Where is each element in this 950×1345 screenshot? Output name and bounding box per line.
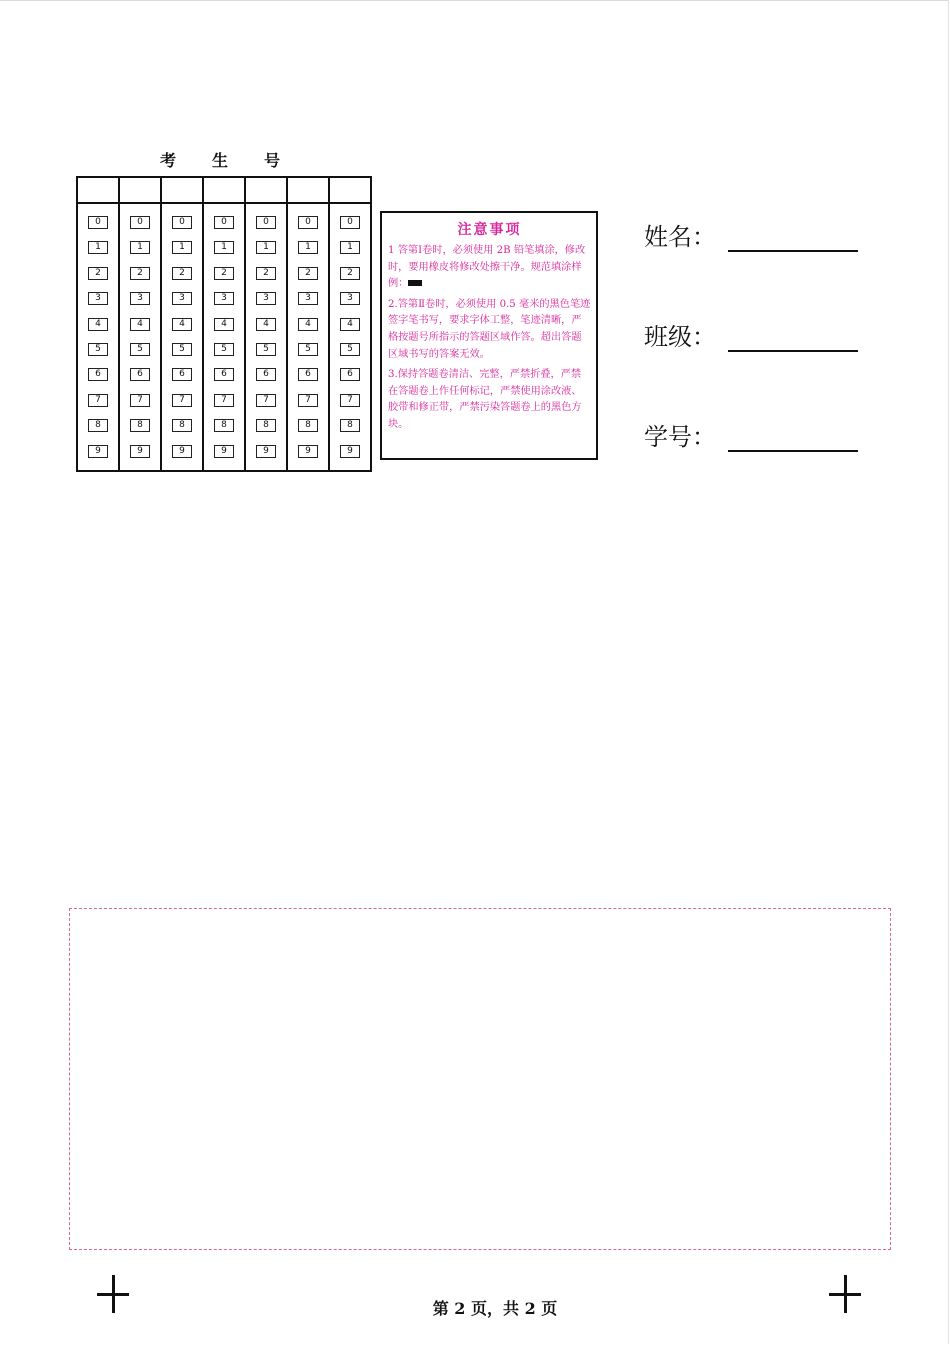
digit-bubble[interactable]: 8 [172, 419, 192, 432]
name-label: 姓名： [644, 223, 716, 251]
digit-bubble[interactable]: 9 [88, 445, 108, 458]
digit-bubble[interactable]: 2 [340, 267, 360, 280]
exam-number-write-cell[interactable] [330, 178, 370, 204]
digit-bubble[interactable]: 5 [172, 343, 192, 356]
digit-bubble[interactable]: 2 [214, 267, 234, 280]
digit-bubble[interactable]: 4 [256, 318, 276, 331]
digit-bubble[interactable]: 6 [214, 368, 234, 381]
name-underline[interactable] [728, 250, 858, 252]
digit-bubble[interactable]: 0 [88, 216, 108, 229]
name-field[interactable] [644, 212, 864, 252]
digit-bubble[interactable]: 3 [256, 292, 276, 305]
exam-number-column [246, 178, 288, 470]
fill-sample-mark [408, 280, 422, 286]
digit-bubble[interactable]: 2 [256, 267, 276, 280]
class-underline[interactable] [728, 350, 858, 352]
exam-number-grid [76, 176, 372, 472]
digit-bubble-list [246, 204, 286, 470]
notice-item-3: 3.保持答题卷清洁、完整，严禁折叠，严禁在答题卷上作任何标记，严禁使用涂改液、胶带和修正带，严禁污染答题卷上的黑色方块。 [388, 369, 582, 430]
digit-bubble[interactable]: 7 [172, 394, 192, 407]
digit-bubble[interactable]: 4 [88, 318, 108, 331]
digit-bubble[interactable]: 3 [298, 292, 318, 305]
digit-bubble[interactable]: 3 [214, 292, 234, 305]
digit-bubble[interactable]: 8 [130, 419, 150, 432]
digit-bubble[interactable]: 8 [298, 419, 318, 432]
page-number: 第 2 页，共 2 页 [432, 1299, 558, 1318]
answer-area[interactable] [69, 908, 891, 1250]
digit-bubble-list [162, 204, 202, 470]
notice-item-1 [388, 243, 591, 293]
digit-bubble[interactable]: 3 [340, 292, 360, 305]
exam-number-column [330, 178, 372, 470]
digit-bubble[interactable]: 9 [172, 445, 192, 458]
exam-title-char: 考 [160, 151, 177, 170]
digit-bubble[interactable]: 4 [298, 318, 318, 331]
digit-bubble[interactable]: 7 [130, 394, 150, 407]
digit-bubble-list [288, 204, 328, 470]
student-id-underline[interactable] [728, 450, 858, 452]
digit-bubble[interactable]: 9 [298, 445, 318, 458]
digit-bubble[interactable]: 8 [340, 419, 360, 432]
digit-bubble[interactable]: 5 [214, 343, 234, 356]
digit-bubble[interactable]: 1 [214, 241, 234, 254]
student-id-label: 学号： [644, 423, 716, 451]
digit-bubble[interactable]: 0 [130, 216, 150, 229]
digit-bubble-list [204, 204, 244, 470]
exam-number-column [204, 178, 246, 470]
exam-number-write-cell[interactable] [78, 178, 118, 204]
digit-bubble[interactable]: 6 [298, 368, 318, 381]
digit-bubble[interactable]: 5 [298, 343, 318, 356]
notice-item-2: 2.答第Ⅱ卷时，必须使用 0.5 毫米的黑色笔迹签字笔书写，要求字体工整，笔迹清晰，严格按题号所指示的答题区域作答。超出答题区域书写的答案无效。 [388, 298, 591, 360]
digit-bubble[interactable]: 8 [214, 419, 234, 432]
exam-title-char: 生 [211, 151, 228, 170]
digit-bubble[interactable]: 6 [130, 368, 150, 381]
digit-bubble[interactable]: 6 [340, 368, 360, 381]
digit-bubble[interactable]: 2 [88, 267, 108, 280]
digit-bubble[interactable]: 4 [130, 318, 150, 331]
digit-bubble[interactable]: 6 [256, 368, 276, 381]
class-field[interactable] [644, 312, 864, 352]
crosshair-left-icon [97, 1275, 129, 1313]
digit-bubble[interactable]: 3 [130, 292, 150, 305]
digit-bubble[interactable]: 7 [256, 394, 276, 407]
digit-bubble-list [120, 204, 160, 470]
digit-bubble-list [78, 204, 118, 470]
digit-bubble[interactable]: 7 [298, 394, 318, 407]
digit-bubble[interactable]: 1 [298, 241, 318, 254]
digit-bubble[interactable]: 4 [340, 318, 360, 331]
digit-bubble[interactable]: 0 [172, 216, 192, 229]
digit-bubble[interactable]: 0 [256, 216, 276, 229]
digit-bubble[interactable]: 4 [214, 318, 234, 331]
exam-number-write-cell[interactable] [204, 178, 244, 204]
digit-bubble[interactable]: 3 [172, 292, 192, 305]
digit-bubble[interactable]: 1 [256, 241, 276, 254]
exam-number-column [78, 178, 120, 470]
digit-bubble[interactable]: 1 [340, 241, 360, 254]
digit-bubble[interactable]: 4 [172, 318, 192, 331]
student-id-field[interactable] [644, 412, 864, 452]
digit-bubble[interactable]: 2 [172, 267, 192, 280]
digit-bubble[interactable]: 1 [172, 241, 192, 254]
digit-bubble[interactable]: 8 [88, 419, 108, 432]
digit-bubble[interactable]: 3 [88, 292, 108, 305]
exam-title-char: 号 [263, 151, 280, 170]
notice-title: 注意事项 [457, 222, 522, 238]
digit-bubble[interactable]: 2 [298, 267, 318, 280]
digit-bubble[interactable]: 7 [88, 394, 108, 407]
exam-number-write-cell[interactable] [288, 178, 328, 204]
exam-number-title [120, 148, 320, 172]
digit-bubble[interactable]: 7 [340, 394, 360, 407]
exam-number-column [288, 178, 330, 470]
notice-box [380, 211, 598, 460]
digit-bubble[interactable]: 7 [214, 394, 234, 407]
digit-bubble[interactable]: 5 [88, 343, 108, 356]
digit-bubble[interactable]: 6 [172, 368, 192, 381]
digit-bubble[interactable]: 5 [130, 343, 150, 356]
digit-bubble[interactable]: 9 [340, 445, 360, 458]
notice-item-1-text: 1 答第Ⅰ卷时，必须使用 2B 铅笔填涂，修改时，要用橡皮将修改处擦干净。规范填涂样例： [388, 245, 586, 290]
digit-bubble[interactable]: 0 [340, 216, 360, 229]
digit-bubble[interactable]: 5 [256, 343, 276, 356]
digit-bubble[interactable]: 9 [214, 445, 234, 458]
digit-bubble[interactable]: 2 [130, 267, 150, 280]
exam-number-write-cell[interactable] [246, 178, 286, 204]
digit-bubble[interactable]: 1 [88, 241, 108, 254]
exam-number-column [162, 178, 204, 470]
class-label: 班级： [644, 323, 716, 351]
crosshair-right-icon [829, 1275, 861, 1313]
digit-bubble-list [330, 204, 370, 470]
digit-bubble[interactable]: 6 [88, 368, 108, 381]
exam-number-write-cell[interactable] [120, 178, 160, 204]
exam-number-write-cell[interactable] [162, 178, 202, 204]
digit-bubble[interactable]: 0 [214, 216, 234, 229]
digit-bubble[interactable]: 9 [130, 445, 150, 458]
digit-bubble[interactable]: 9 [256, 445, 276, 458]
digit-bubble[interactable]: 8 [256, 419, 276, 432]
digit-bubble[interactable]: 1 [130, 241, 150, 254]
digit-bubble[interactable]: 0 [298, 216, 318, 229]
exam-number-column [120, 178, 162, 470]
digit-bubble[interactable]: 5 [340, 343, 360, 356]
